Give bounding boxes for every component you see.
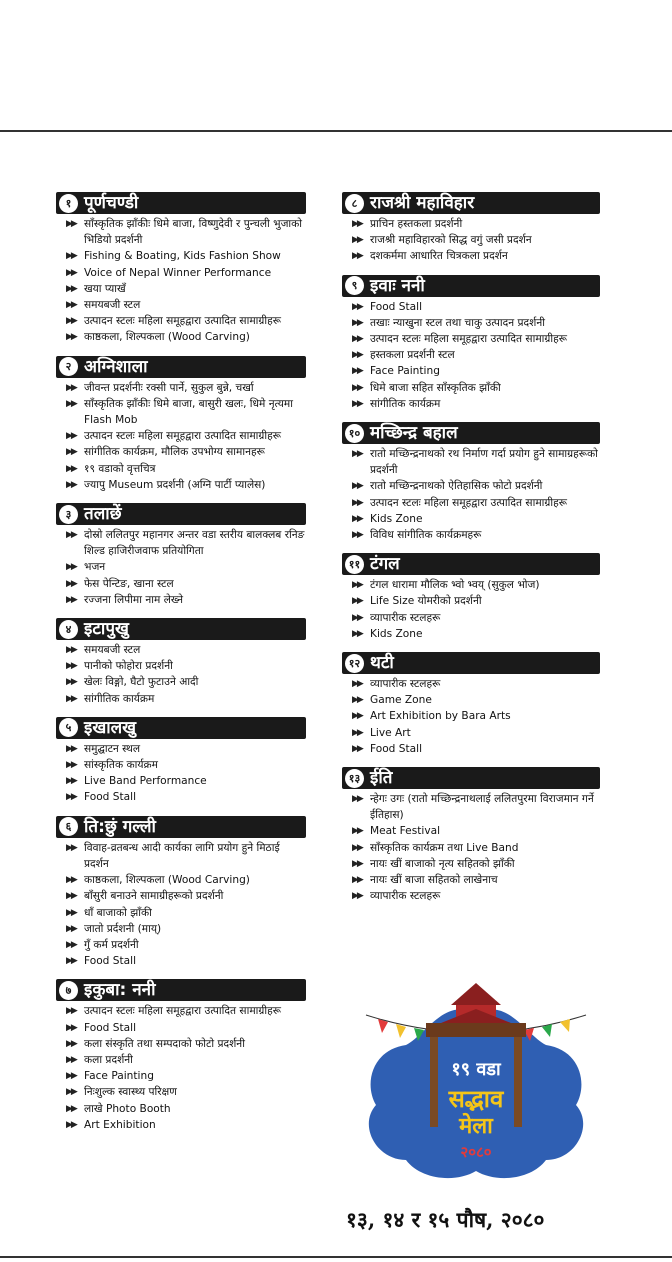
activity-item bbox=[342, 856, 600, 872]
bottom-rule bbox=[0, 1256, 672, 1258]
activity-item bbox=[342, 791, 600, 823]
activity-text: नायः खीं बाजाको नृत्य सहितको झाँकी bbox=[370, 857, 515, 870]
activity-item bbox=[56, 281, 306, 297]
venue-section bbox=[342, 422, 600, 543]
double-arrow-bullet-icon: ▶▶ bbox=[352, 743, 362, 754]
activity-item bbox=[56, 592, 306, 608]
activity-item bbox=[342, 577, 600, 593]
venue-section bbox=[56, 192, 306, 346]
activity-text: टंगल धारामा मौलिक भ्वो भ्वय् (सुकुल भोज) bbox=[370, 579, 540, 592]
double-arrow-bullet-icon: ▶▶ bbox=[66, 530, 76, 541]
activity-text: पानीको फोहोरा प्रदर्शनी bbox=[84, 660, 173, 673]
poster-title-line2: मेला bbox=[459, 1113, 493, 1139]
activity-text: राजश्री महाविहारको सिद्ध वगुं जसी प्रदर्शन bbox=[370, 234, 532, 247]
top-rule bbox=[0, 130, 672, 132]
activity-item bbox=[342, 741, 600, 757]
double-arrow-bullet-icon: ▶▶ bbox=[66, 251, 76, 262]
event-date: १३, १४ र १५ पौष, २०८० bbox=[346, 1207, 545, 1232]
activity-item bbox=[56, 741, 306, 757]
venue-number-badge: ९ bbox=[345, 276, 364, 295]
activity-text: Food Stall bbox=[370, 742, 423, 755]
activity-text: उत्पादन स्टलः महिला समूहद्वारा उत्पादित सामाग्रीहरू bbox=[370, 496, 567, 509]
venue-number-badge: ८ bbox=[345, 194, 364, 213]
activity-item bbox=[342, 478, 600, 494]
venue-section bbox=[56, 618, 306, 707]
activity-text: खया प्याखँ bbox=[84, 282, 126, 295]
double-arrow-bullet-icon: ▶▶ bbox=[352, 596, 362, 607]
venue-title: थटी bbox=[370, 653, 394, 674]
activity-item bbox=[342, 823, 600, 839]
double-arrow-bullet-icon: ▶▶ bbox=[66, 645, 76, 656]
venue-header bbox=[342, 767, 600, 789]
double-arrow-bullet-icon: ▶▶ bbox=[66, 693, 76, 704]
double-arrow-bullet-icon: ▶▶ bbox=[66, 907, 76, 918]
venue-title: टंगल bbox=[370, 554, 400, 575]
double-arrow-bullet-icon: ▶▶ bbox=[66, 578, 76, 589]
venue-section bbox=[342, 553, 600, 642]
venue-title: तलाछें bbox=[84, 504, 122, 525]
activity-item bbox=[342, 511, 600, 527]
activity-item bbox=[342, 347, 600, 363]
double-arrow-bullet-icon: ▶▶ bbox=[66, 447, 76, 458]
double-arrow-bullet-icon: ▶▶ bbox=[66, 398, 76, 409]
activity-text: Life Size योमरीको प्रदर्शनी bbox=[370, 595, 482, 608]
double-arrow-bullet-icon: ▶▶ bbox=[352, 875, 362, 886]
activity-text: सांगीतिक कार्यक्रम, मौलिक उपभोग्य सामानहरू bbox=[84, 446, 265, 459]
venue-section bbox=[56, 717, 306, 806]
activity-item bbox=[342, 363, 600, 379]
activity-text: कला संस्कृति तथा सम्पदाको फोटो प्रदर्शनी bbox=[84, 1037, 245, 1050]
double-arrow-bullet-icon: ▶▶ bbox=[66, 1006, 76, 1017]
activity-item bbox=[342, 216, 600, 232]
double-arrow-bullet-icon: ▶▶ bbox=[66, 267, 76, 278]
venue-section bbox=[56, 503, 306, 608]
venue-title: अग्निशाला bbox=[84, 356, 148, 377]
venue-header bbox=[56, 618, 306, 640]
activity-text: न्हेगः उगः (रातो मच्छिन्द्रनाथलाई ललितपुरमा विराजमान गर्ने ईतिहास) bbox=[370, 793, 594, 822]
activity-item bbox=[56, 313, 306, 329]
activity-text: साँस्कृतिक कार्यक्रम तथा Live Band bbox=[370, 841, 519, 854]
activity-text: बाँसुरी बनाउने सामाग्रीहरूको प्रदर्शनी bbox=[84, 890, 224, 903]
activity-text: Live Band Performance bbox=[84, 775, 207, 788]
venue-activity-list bbox=[342, 676, 600, 757]
venue-header bbox=[342, 652, 600, 674]
double-arrow-bullet-icon: ▶▶ bbox=[66, 939, 76, 950]
activity-text: Art Exhibition bbox=[84, 1118, 156, 1131]
venue-activity-list bbox=[56, 741, 306, 806]
double-arrow-bullet-icon: ▶▶ bbox=[352, 891, 362, 902]
activity-item bbox=[56, 773, 306, 789]
activity-item bbox=[56, 380, 306, 396]
activity-item bbox=[56, 757, 306, 773]
venue-title: ईति bbox=[370, 768, 393, 789]
activity-item bbox=[342, 626, 600, 642]
activity-text: उत्पादन स्टलः महिला समूहद्वारा उत्पादित सामाग्रीहरू bbox=[84, 430, 281, 443]
activity-item bbox=[342, 495, 600, 511]
activity-text: १९ वडाको वृत्तचित्र bbox=[84, 462, 156, 475]
activity-item bbox=[56, 428, 306, 444]
double-arrow-bullet-icon: ▶▶ bbox=[352, 794, 362, 805]
double-arrow-bullet-icon: ▶▶ bbox=[66, 891, 76, 902]
activity-item bbox=[56, 576, 306, 592]
double-arrow-bullet-icon: ▶▶ bbox=[352, 366, 362, 377]
activity-text: व्यापारीक स्टलहरू bbox=[370, 678, 441, 691]
venue-section bbox=[56, 356, 306, 493]
venue-activity-list bbox=[56, 527, 306, 608]
activity-text: जातो प्रर्दशनी (माय्) bbox=[84, 922, 162, 935]
activity-text: साँस्कृतिक झाँकीः धिमे बाजा, विष्णुदेवी र पुन्चली भुजाको भिडियो प्रदर्शनी bbox=[84, 218, 303, 247]
activity-item bbox=[56, 1052, 306, 1068]
activity-item bbox=[56, 396, 306, 428]
venue-header bbox=[56, 356, 306, 378]
activity-text: उत्पादन स्टलः महिला समूहद्वारा उत्पादित सामाग्रीहरू bbox=[370, 333, 567, 346]
venue-section bbox=[342, 767, 600, 904]
activity-item bbox=[342, 299, 600, 315]
venue-activity-list bbox=[342, 299, 600, 412]
venue-activity-list bbox=[56, 642, 306, 707]
double-arrow-bullet-icon: ▶▶ bbox=[352, 612, 362, 623]
activity-item bbox=[56, 1084, 306, 1100]
double-arrow-bullet-icon: ▶▶ bbox=[66, 1038, 76, 1049]
activity-text: प्राचिन हस्तकला प्रदर्शनी bbox=[370, 218, 463, 230]
activity-item bbox=[56, 872, 306, 888]
activity-text: फेस पेन्टिङ, खाना स्टल bbox=[84, 577, 174, 590]
venue-title: ति:छुं गल्ली bbox=[84, 816, 156, 837]
double-arrow-bullet-icon: ▶▶ bbox=[352, 711, 362, 722]
activity-item bbox=[56, 1003, 306, 1019]
double-arrow-bullet-icon: ▶▶ bbox=[66, 316, 76, 327]
venue-activity-list bbox=[342, 577, 600, 642]
double-arrow-bullet-icon: ▶▶ bbox=[66, 283, 76, 294]
double-arrow-bullet-icon: ▶▶ bbox=[352, 382, 362, 393]
venue-number-badge: १३ bbox=[345, 769, 364, 788]
activity-item bbox=[56, 444, 306, 460]
activity-text: तखाः न्याखुना स्टल तथा चाकु उत्पादन प्रदर्शनी bbox=[370, 316, 545, 329]
activity-text: भजन bbox=[84, 561, 106, 574]
double-arrow-bullet-icon: ▶▶ bbox=[352, 858, 362, 869]
right-column bbox=[342, 192, 600, 915]
activity-item bbox=[56, 789, 306, 805]
activity-text: उत्पादन स्टलः महिला समूहद्वारा उत्पादित सामाग्रीहरू bbox=[84, 1005, 281, 1018]
activity-item bbox=[56, 642, 306, 658]
activity-text: Food Stall bbox=[84, 955, 137, 968]
poster-ward: १९ वडा bbox=[451, 1059, 501, 1080]
double-arrow-bullet-icon: ▶▶ bbox=[66, 332, 76, 343]
double-arrow-bullet-icon: ▶▶ bbox=[352, 301, 362, 312]
venue-activity-list bbox=[56, 840, 306, 970]
double-arrow-bullet-icon: ▶▶ bbox=[66, 463, 76, 474]
venue-header bbox=[342, 422, 600, 444]
activity-item bbox=[56, 840, 306, 872]
double-arrow-bullet-icon: ▶▶ bbox=[66, 1119, 76, 1130]
double-arrow-bullet-icon: ▶▶ bbox=[352, 513, 362, 524]
activity-item bbox=[56, 658, 306, 674]
activity-item bbox=[342, 872, 600, 888]
venue-number-badge: १० bbox=[345, 424, 364, 443]
double-arrow-bullet-icon: ▶▶ bbox=[66, 431, 76, 442]
double-arrow-bullet-icon: ▶▶ bbox=[66, 219, 76, 229]
double-arrow-bullet-icon: ▶▶ bbox=[352, 334, 362, 345]
activity-text: समयबजी स्टल bbox=[84, 644, 141, 657]
activity-text: नायः खीं बाजा सहितको लाखेनाच bbox=[370, 874, 498, 887]
activity-text: Art Exhibition by Bara Arts bbox=[370, 710, 511, 723]
venue-activity-list bbox=[56, 1003, 306, 1133]
activity-item bbox=[342, 315, 600, 331]
venue-number-badge: ७ bbox=[59, 981, 78, 1000]
activity-item bbox=[56, 527, 306, 559]
double-arrow-bullet-icon: ▶▶ bbox=[66, 792, 76, 803]
double-arrow-bullet-icon: ▶▶ bbox=[352, 350, 362, 361]
activity-text: Meat Festival bbox=[370, 825, 441, 838]
activity-item bbox=[342, 527, 600, 543]
activity-text: दशकर्ममा आधारित चित्रकला प्रदर्शन bbox=[370, 250, 508, 263]
activity-text: उत्पादन स्टलः महिला समूहद्वारा उत्पादित सामाग्रीहरू bbox=[84, 315, 281, 328]
venue-header bbox=[342, 275, 600, 297]
double-arrow-bullet-icon: ▶▶ bbox=[66, 382, 76, 393]
double-arrow-bullet-icon: ▶▶ bbox=[66, 1054, 76, 1065]
double-arrow-bullet-icon: ▶▶ bbox=[352, 695, 362, 706]
double-arrow-bullet-icon: ▶▶ bbox=[352, 826, 362, 837]
double-arrow-bullet-icon: ▶▶ bbox=[352, 398, 362, 409]
activity-text: रातो मच्छिन्द्रनाथको रथ निर्माण गर्दा प्रयोग हुने सामाग्रहरूको प्रदर्शनी bbox=[370, 448, 598, 477]
double-arrow-bullet-icon: ▶▶ bbox=[66, 1103, 76, 1114]
activity-text: Live Art bbox=[370, 726, 411, 739]
double-arrow-bullet-icon: ▶▶ bbox=[352, 219, 362, 229]
activity-text: Voice of Nepal Winner Performance bbox=[84, 266, 272, 279]
venue-title: इकुबा: ननी bbox=[84, 980, 156, 1001]
activity-text: ज्यापु Museum प्रदर्शनी (अग्नि पार्टी प्यालेस) bbox=[84, 478, 266, 491]
double-arrow-bullet-icon: ▶▶ bbox=[352, 727, 362, 738]
activity-text: Face Painting bbox=[370, 365, 440, 378]
double-arrow-bullet-icon: ▶▶ bbox=[352, 251, 362, 262]
activity-text: रातो मच्छिन्द्रनाथको ऐतिहासिक फोटो प्रदर्शनी bbox=[370, 480, 543, 493]
activity-item bbox=[56, 265, 306, 281]
venue-section bbox=[342, 652, 600, 757]
activity-text: Fishing & Boating, Kids Fashion Show bbox=[84, 250, 281, 263]
activity-text: निःशुल्क स्वास्थ्य परिक्षण bbox=[84, 1086, 177, 1099]
double-arrow-bullet-icon: ▶▶ bbox=[352, 628, 362, 639]
poster-title-line1: सद्भाव bbox=[448, 1084, 504, 1113]
activity-item bbox=[56, 461, 306, 477]
venue-activity-list bbox=[56, 216, 306, 346]
activity-item bbox=[342, 248, 600, 264]
activity-text: विवाह-व्रतबन्ध आदी कार्यका लागि प्रयोग हुने मिठाई प्रदर्शन bbox=[84, 841, 280, 870]
activity-text: विविध सांगीतिक कार्यक्रमहरू bbox=[370, 529, 482, 542]
venue-activity-list bbox=[342, 216, 600, 265]
activity-item bbox=[342, 446, 600, 478]
venue-number-badge: ५ bbox=[59, 718, 78, 737]
venue-section bbox=[56, 979, 306, 1133]
activity-text: Food Stall bbox=[370, 300, 423, 313]
activity-item bbox=[342, 610, 600, 626]
double-arrow-bullet-icon: ▶▶ bbox=[66, 743, 76, 754]
venue-number-badge: ६ bbox=[59, 817, 78, 836]
activity-item bbox=[56, 937, 306, 953]
activity-text: Game Zone bbox=[370, 694, 432, 707]
activity-text: काष्ठकला, शिल्पकला (Wood Carving) bbox=[84, 874, 250, 887]
activity-text: Food Stall bbox=[84, 791, 137, 804]
activity-item bbox=[56, 216, 306, 248]
activity-item bbox=[56, 691, 306, 707]
double-arrow-bullet-icon: ▶▶ bbox=[352, 679, 362, 690]
activity-text: Face Painting bbox=[84, 1070, 154, 1083]
activity-text: जीवन्त प्रदर्शनीः रक्सी पार्ने, सुकुल बुन्ने, चर्खा bbox=[84, 381, 254, 394]
double-arrow-bullet-icon: ▶▶ bbox=[66, 677, 76, 688]
venue-activity-list bbox=[342, 791, 600, 904]
activity-item bbox=[342, 593, 600, 609]
activity-item bbox=[56, 921, 306, 937]
activity-text: लाखे Photo Booth bbox=[84, 1102, 171, 1115]
activity-text: गुँ कर्म प्रदर्शनी bbox=[84, 938, 139, 951]
activity-item bbox=[56, 674, 306, 690]
venue-header bbox=[56, 717, 306, 739]
venue-section bbox=[342, 192, 600, 265]
activity-item bbox=[56, 329, 306, 345]
activity-text: Kids Zone bbox=[370, 512, 423, 525]
activity-item bbox=[342, 692, 600, 708]
venue-header bbox=[342, 553, 600, 575]
activity-item bbox=[56, 1101, 306, 1117]
venue-number-badge: ११ bbox=[345, 555, 364, 574]
activity-text: Kids Zone bbox=[370, 627, 423, 640]
double-arrow-bullet-icon: ▶▶ bbox=[352, 449, 362, 460]
activity-item bbox=[342, 888, 600, 904]
venue-section bbox=[342, 275, 600, 412]
double-arrow-bullet-icon: ▶▶ bbox=[66, 661, 76, 672]
activity-item bbox=[56, 248, 306, 264]
activity-item bbox=[56, 1068, 306, 1084]
poster-year: २०८० bbox=[460, 1143, 492, 1161]
double-arrow-bullet-icon: ▶▶ bbox=[66, 842, 76, 853]
activity-item bbox=[342, 725, 600, 741]
double-arrow-bullet-icon: ▶▶ bbox=[66, 760, 76, 771]
double-arrow-bullet-icon: ▶▶ bbox=[352, 481, 362, 492]
venue-activity-list bbox=[342, 446, 600, 543]
activity-item bbox=[342, 232, 600, 248]
activity-text: हस्तकला प्रदर्शनी स्टल bbox=[370, 349, 455, 362]
venue-header bbox=[56, 816, 306, 838]
activity-text: काष्ठकला, शिल्पकला (Wood Carving) bbox=[84, 331, 250, 344]
activity-text: समयबजी स्टल bbox=[84, 299, 141, 312]
activity-text: सांस्कृतिक कार्यक्रम bbox=[84, 759, 158, 772]
venue-header bbox=[56, 979, 306, 1001]
activity-item bbox=[56, 953, 306, 969]
activity-text: धिमे बाजा सहित साँस्कृतिक झाँकी bbox=[370, 381, 501, 394]
double-arrow-bullet-icon: ▶▶ bbox=[66, 875, 76, 886]
double-arrow-bullet-icon: ▶▶ bbox=[66, 479, 76, 490]
venue-activity-list bbox=[56, 380, 306, 493]
activity-text: समुद्घाटन स्थल bbox=[84, 742, 141, 755]
activity-text: सांगीतिक कार्यक्रम bbox=[370, 397, 441, 410]
double-arrow-bullet-icon: ▶▶ bbox=[66, 1071, 76, 1082]
activity-item bbox=[56, 477, 306, 493]
double-arrow-bullet-icon: ▶▶ bbox=[352, 317, 362, 328]
activity-item bbox=[56, 297, 306, 313]
venue-number-badge: १ bbox=[59, 194, 78, 213]
activity-text: व्यापारीक स्टलहरू bbox=[370, 890, 441, 903]
double-arrow-bullet-icon: ▶▶ bbox=[352, 497, 362, 508]
activity-item bbox=[342, 331, 600, 347]
activity-item bbox=[56, 1020, 306, 1036]
activity-item bbox=[56, 888, 306, 904]
venue-header bbox=[56, 503, 306, 525]
venue-title: राजश्री महाविहार bbox=[370, 193, 475, 213]
activity-item bbox=[56, 1117, 306, 1133]
double-arrow-bullet-icon: ▶▶ bbox=[66, 300, 76, 311]
double-arrow-bullet-icon: ▶▶ bbox=[66, 594, 76, 605]
activity-text: दोस्रो ललितपुर महानगर अन्तर वडा स्तरीय बालक्लब रनिङ शिल्ड हाजिरीजवाफ प्रतियोगिता bbox=[84, 529, 305, 558]
activity-text: व्यापारीक स्टलहरू bbox=[370, 611, 441, 624]
activity-item bbox=[342, 708, 600, 724]
venue-title: इटापुखु bbox=[84, 619, 129, 640]
double-arrow-bullet-icon: ▶▶ bbox=[66, 562, 76, 573]
activity-text: धाँ बाजाको झाँकी bbox=[84, 906, 152, 919]
activity-item bbox=[342, 676, 600, 692]
venue-title: मच्छिन्द्र बहाल bbox=[370, 423, 458, 444]
activity-text: खेलः विङ्गो, घैटो फुटाउने आदी bbox=[84, 676, 199, 689]
activity-text: साँस्कृतिक झाँकीः धिमे बाजा, बासुरी खलः, धिमे नृत्यमा Flash Mob bbox=[84, 397, 293, 427]
left-column bbox=[56, 192, 306, 1143]
venue-number-badge: ३ bbox=[59, 505, 78, 524]
double-arrow-bullet-icon: ▶▶ bbox=[66, 956, 76, 967]
double-arrow-bullet-icon: ▶▶ bbox=[66, 776, 76, 787]
double-arrow-bullet-icon: ▶▶ bbox=[352, 842, 362, 853]
activity-text: रज्जना लिपीमा नाम लेख्ने bbox=[84, 593, 184, 606]
double-arrow-bullet-icon: ▶▶ bbox=[66, 1022, 76, 1033]
venue-number-badge: २ bbox=[59, 357, 78, 376]
activity-text: Food Stall bbox=[84, 1021, 137, 1034]
venue-title: इवाः ननी bbox=[370, 275, 425, 296]
venue-number-badge: ४ bbox=[59, 620, 78, 639]
activity-text: सांगीतिक कार्यक्रम bbox=[84, 692, 155, 705]
activity-item bbox=[56, 559, 306, 575]
venue-number-badge: १२ bbox=[345, 654, 364, 673]
venue-header bbox=[342, 192, 600, 214]
double-arrow-bullet-icon: ▶▶ bbox=[66, 923, 76, 934]
activity-text: कला प्रदर्शनी bbox=[84, 1053, 133, 1066]
activity-item bbox=[342, 840, 600, 856]
double-arrow-bullet-icon: ▶▶ bbox=[352, 580, 362, 591]
double-arrow-bullet-icon: ▶▶ bbox=[352, 235, 362, 246]
activity-item bbox=[342, 380, 600, 396]
sadbhav-mela-poster bbox=[356, 975, 596, 1185]
activity-item bbox=[342, 396, 600, 412]
venue-header bbox=[56, 192, 306, 214]
double-arrow-bullet-icon: ▶▶ bbox=[352, 530, 362, 541]
venue-section bbox=[56, 816, 306, 970]
venue-title: पूर्णचण्डी bbox=[84, 193, 139, 213]
activity-item bbox=[56, 1036, 306, 1052]
venue-title: इखालखु bbox=[84, 717, 137, 738]
double-arrow-bullet-icon: ▶▶ bbox=[66, 1087, 76, 1098]
activity-item bbox=[56, 905, 306, 921]
